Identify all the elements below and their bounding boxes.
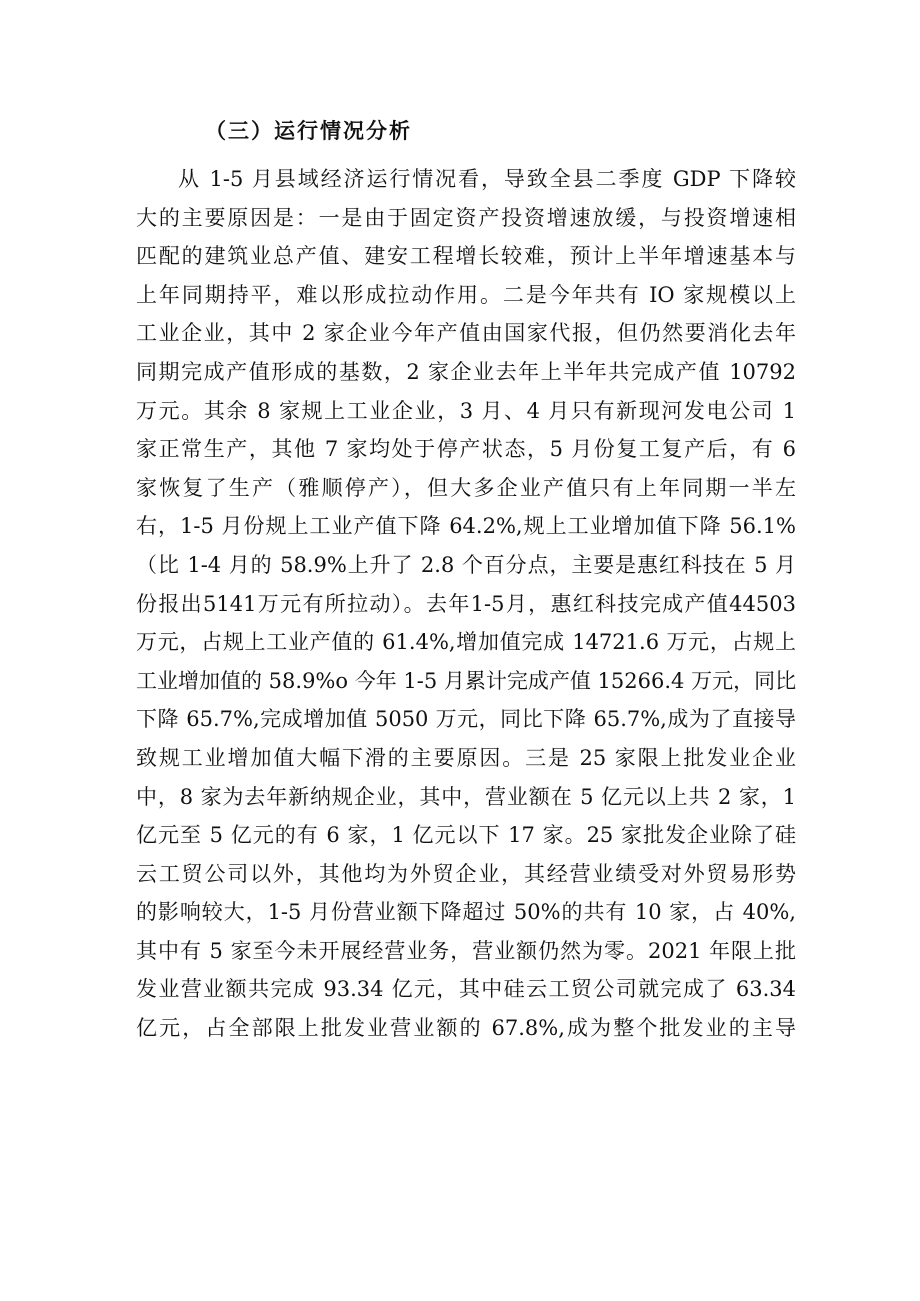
paragraph-line: 份报出5141万元有所拉动）。去年1-5月，惠红科技完成产值44503 [136, 591, 796, 616]
paragraph-line: 致规工业增加值大幅下滑的主要原因。三是 25 家限上批发业企业 [136, 745, 796, 770]
body-paragraph [136, 160, 796, 1048]
paragraph-line: 工业增加值的 58.9%o 今年 1-5 月累计完成产值 15266.4 万元，同比 [136, 668, 796, 693]
paragraph-line: 匹配的建筑业总产值、建安工程增长较难，预计上半年增速基本与 [136, 244, 796, 269]
paragraph-line: 其中有 5 家至今未开展经营业务，营业额仍然为零。2021 年限上批 [136, 938, 796, 963]
paragraph-line: 云工贸公司以外，其他均为外贸企业，其经营业绩受对外贸易形势 [136, 861, 796, 886]
paragraph-line: 万元，占规上工业产值的 61.4%,增加值完成 14721.6 万元，占规上 [136, 630, 796, 655]
paragraph-line: （比 1-4 月的 58.9%上升了 2.8 个百分点，主要是惠红科技在 5 月 [136, 552, 796, 577]
section-heading: （三）运行情况分析 [205, 118, 412, 143]
paragraph-line: 同期完成产值形成的基数，2 家企业去年上半年共完成产值 10792 [136, 359, 796, 384]
paragraph-line: 的影响较大，1-5 月份营业额下降超过 50%的共有 10 家，占 40%, [136, 900, 796, 925]
paragraph-line: 从 1-5 月县域经济运行情况看，导致全县二季度 GDP 下降较 [178, 167, 796, 191]
paragraph-line: 亿元，占全部限上批发业营业额的 67.8%,成为整个批发业的主导 [136, 1016, 796, 1041]
paragraph-line: 家恢复了生产（雅顺停产），但大多企业产值只有上年同期一半左 [136, 475, 796, 500]
paragraph-line: 家正常生产，其他 7 家均处于停产状态，5 月份复工复产后，有 6 [136, 437, 796, 462]
paragraph-line: 中，8 家为去年新纳规企业，其中，营业额在 5 亿元以上共 2 家，1 [136, 784, 796, 809]
paragraph-line: 大的主要原因是：一是由于固定资产投资增速放缓，与投资增速相 [136, 205, 796, 230]
paragraph-line: 万元。其余 8 家规上工业企业，3 月、4 月只有新现河发电公司 1 [136, 398, 796, 423]
paragraph-line: 工业企业，其中 2 家企业今年产值由国家代报，但仍然要消化去年 [136, 321, 796, 346]
paragraph-line: 上年同期持平，难以形成拉动作用。二是今年共有 IO 家规模以上 [136, 282, 796, 307]
paragraph-line: 发业营业额共完成 93.34 亿元，其中硅云工贸公司就完成了 63.34 [136, 977, 796, 1002]
paragraph-line: 右，1-5 月份规上工业产值下降 64.2%,规上工业增加值下降 56.1% [136, 514, 796, 539]
paragraph-line: 亿元至 5 亿元的有 6 家，1 亿元以下 17 家。25 家批发企业除了硅 [136, 823, 796, 848]
paragraph-line: 下降 65.7%,完成增加值 5050 万元，同比下降 65.7%,成为了直接导 [136, 707, 796, 732]
